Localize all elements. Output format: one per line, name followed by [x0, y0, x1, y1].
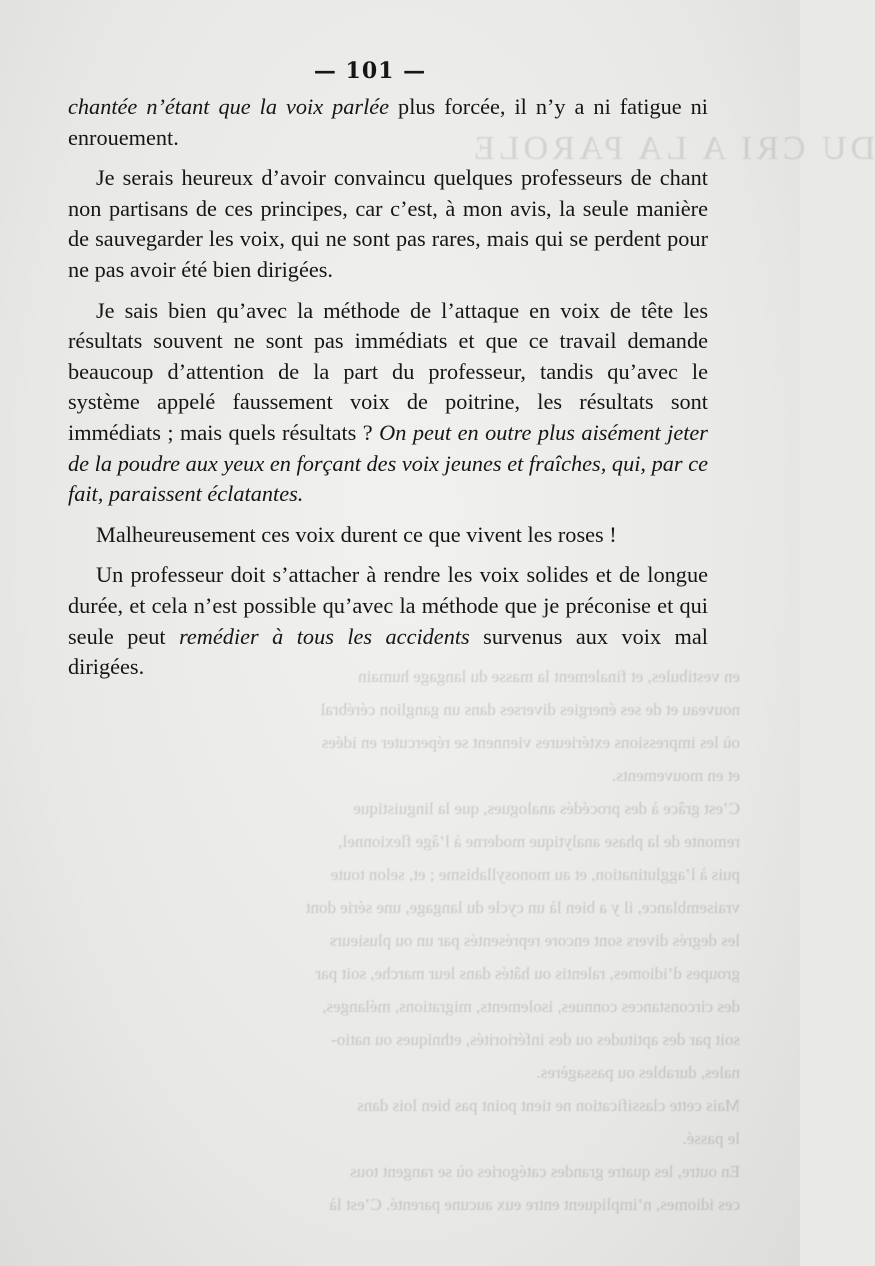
text-italic: chantée n’étant que la voix parlée	[68, 94, 390, 119]
bleed-through-text: en vestibules, et finalement la masse du langage humain nouveau et de ses énergies diverses dans un ganglion cérébral où les impressions extérieures viennent se répercuter en idées et en mouvements. C’est grâce à des procédés analogues, que la linguistique remonte de la phase analytique moderne à l’âge flexionnel, puis à l’agglutination, et au monosyllabisme ; et, selon toute vraisemblance, il y a bien là un cycle du langage, une série dont les degrés divers sont encore représentés par un ou plusieurs groupes d’idiomes, ralentis ou hâtés dans leur marche, soit par des circonstances connues, isolements, migrations, mélanges, soit par des aptitudes ou des infériorités, ethniques ou natio- nales, durables ou passagères. Mais cette classification ne tient point pas bien lois dans le passé. En outre, les quatre grandes catégories où se rangent tous ces idiomes, n’impliquent entre eux aucune parenté. C’est là	[305, 667, 740, 1214]
paragraph-4	[68, 520, 708, 551]
text-italic: remédier à tous les accidents	[179, 623, 470, 649]
text-roman: Malheureusement ces voix durent ce que vivent les roses !	[96, 521, 617, 547]
body-text	[68, 92, 708, 693]
page-number: — 101 —	[313, 58, 427, 84]
text-roman: Je sais bien qu’avec la méthode de l’attaque en voix de tête les résultats souvent ne sont pas immédiats et que ce travail demande beaucoup d’attention de la part du professeur, tandis qu’avec le système appelé faussement voix de poitrine, les résultats sont immédiats ; mais quels résultats ?	[68, 297, 708, 445]
paragraph-1	[68, 92, 708, 153]
text-roman: Un professeur doit s’attacher à rendre les voix solides et de longue durée, et cela n’est possible qu’avec la méthode que je préconise et qui seule peut	[68, 562, 708, 649]
text-italic: On peut en outre plus aisément jeter de la poudre aux yeux en forçant des voix jeunes et fraîches, qui, par ce fait, paraissent éclatantes.	[68, 419, 708, 507]
paragraph-3	[68, 296, 708, 510]
bleed-through-heading: DU CRI A LA PAROLE	[470, 130, 875, 167]
paragraph-2	[68, 163, 708, 285]
paragraph-5	[68, 560, 708, 682]
text-roman: Je serais heureux d’avoir convaincu quelques professeurs de chant non partisans de ces principes, car c’est, à mon avis, la seule manière de sauvegarder les voix, qui ne sont pas rares, mais qui se perdent pour ne pas avoir été bien dirigées.	[68, 165, 708, 282]
text-roman: plus forcée, il n’y a ni fatigue ni enrouement.	[68, 94, 708, 150]
text-roman: survenus aux voix mal dirigées.	[68, 623, 708, 680]
